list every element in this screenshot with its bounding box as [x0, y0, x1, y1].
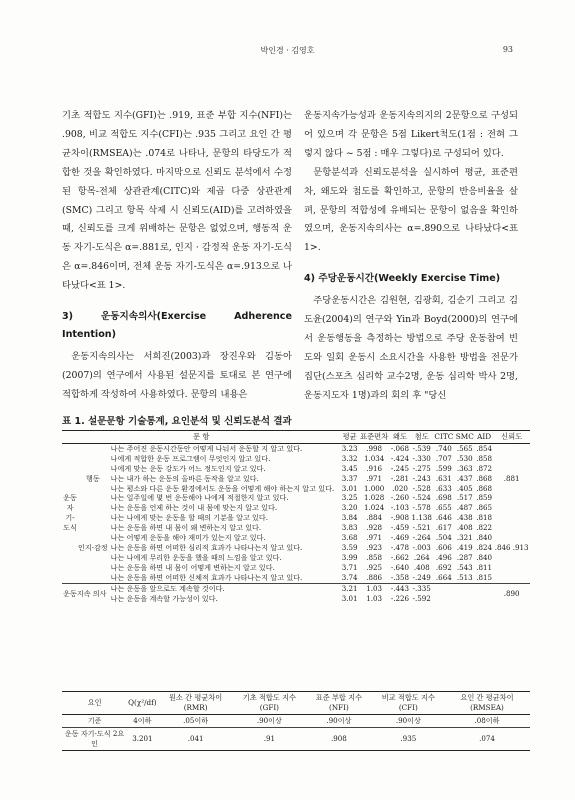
cell-citc — [433, 594, 454, 604]
cell-mean: 3.21 — [341, 583, 358, 593]
reliability-behavioral: .881 — [503, 473, 520, 483]
cell-skew: -.908 — [390, 513, 410, 523]
item-text: 나는 주어진 운동시간동안 어떻게 나눠서 운동할 지 알고 있다. — [110, 443, 303, 453]
cell-sd: 1.024 — [364, 503, 385, 513]
item-text: 나는 나에게 무리한 운동을 했을 때의 느낌을 알고 있다. — [110, 552, 282, 562]
cell-sd: 1.028 — [364, 493, 385, 503]
cell-mean: 3.99 — [341, 552, 358, 562]
cell-smc: .363 — [456, 463, 473, 473]
cell-aid: .815 — [476, 572, 493, 582]
running-header-authors: 박인경 · 김영호 — [260, 46, 315, 55]
cell-smc: .287 — [456, 552, 473, 562]
col-header-factor: 요인 — [87, 698, 102, 707]
cell-sd: 1.03 — [366, 593, 383, 603]
paragraph: 운동지속가능성과 운동지속의지의 2문항으로 구성되어 있으며 각 문항은 5점 Likert척도(1점 : 전혀 그렇지 않다 ~ 5점 : 매우 그렇다)로 구성되어 있다. — [304, 110, 518, 159]
cell-kurt: -.539 — [412, 443, 431, 453]
cell-kurt: .408 — [413, 562, 430, 572]
cell-kurt: -.243 — [412, 473, 431, 483]
cell-aid: .818 — [476, 513, 493, 523]
col-header-mean: 평균 — [342, 432, 357, 441]
item-text: 나는 운동을 하면 내 몸이 어떻게 변하는지 알고 있다. — [110, 562, 275, 572]
cell-mean: 3.71 — [341, 562, 358, 572]
table-cell: .08이하 — [474, 716, 500, 725]
cell-kurt: 1.138 — [411, 513, 432, 523]
item-text: 나는 운동을 하면 어떠한 신체적 효과가 나타나는지 알고 있다. — [110, 572, 303, 582]
item-text: 나는 운동을 앞으로도 계속할 것이다. — [108, 583, 341, 593]
cell-citc: .599 — [435, 463, 452, 473]
cell-citc: .631 — [435, 473, 452, 483]
cell-sd: .971 — [366, 473, 383, 483]
cell-smc: .419 — [456, 542, 473, 552]
cell-smc — [455, 583, 476, 593]
cell-mean: 3.59 — [341, 542, 358, 552]
cell-skew: -.281 — [390, 473, 410, 483]
item-text: 나는 일주일에 몇 번 운동해야 나에게 적절한지 알고 있다. — [110, 493, 289, 503]
cell-citc: .692 — [435, 562, 452, 572]
cell-citc: .617 — [435, 523, 452, 533]
item-text: 나는 어떻게 운동을 해야 재미가 있는지 알고 있다. — [110, 533, 266, 543]
table-row — [62, 503, 530, 513]
table-row — [62, 594, 530, 604]
paragraph: 주당운동시간은 김원현, 김광회, 김순기 그리고 김도윤(2004)의 연구와 Yin과 Boyd(2000)의 연구에서 운동행동을 측정하는 방법으로 주당 운동참여 빈도와 일회 운동시 소요시간을 사용한 방법을 전문가집단(스포츠 심리학 교수2명, 운동 심리학 박사 2명, 운동지도자 1명)과의 회의 후 "당신 — [304, 295, 518, 401]
cell-sd: .916 — [366, 463, 383, 473]
cell-skew: -.226 — [390, 593, 410, 603]
table-cell: .908 — [331, 733, 347, 743]
table-row — [62, 543, 530, 553]
col-header-reliability: 신뢰도 — [501, 432, 523, 441]
cell-kurt: -.275 — [412, 463, 431, 473]
cell-aid: .859 — [476, 493, 493, 503]
cell-smc: .487 — [456, 503, 473, 513]
col-header-q: Q(χ²/df) — [128, 698, 157, 707]
descriptive-statistics-table — [62, 430, 530, 603]
cell-sd: .998 — [366, 443, 383, 453]
col-header-rmr: 원소 간 평균차이(RMR) — [169, 693, 223, 712]
table-row — [62, 583, 530, 593]
table-row — [62, 573, 530, 583]
cell-skew: -.068 — [390, 443, 410, 453]
cell-skew: -.260 — [390, 493, 410, 503]
table-row — [62, 484, 530, 494]
group-label-cognitive: 인지·감정 — [78, 542, 108, 552]
cell-kurt: -.592 — [412, 593, 431, 603]
item-text: 나는 운동을 언제 하는 것이 내 몸에 맞는지 알고 있다. — [110, 503, 278, 513]
cell-smc: .517 — [456, 493, 473, 503]
table-row — [62, 443, 530, 453]
cell-kurt: -.330 — [412, 453, 431, 463]
col-header-item: 문 항 — [193, 432, 210, 441]
table-row — [62, 715, 530, 728]
section-heading: 4) 주당운동시간(Weekly Exercise Time) — [304, 273, 501, 285]
cell-aid — [475, 583, 493, 593]
cell-mean: 3.68 — [341, 533, 358, 543]
cell-smc: .513 — [456, 572, 473, 582]
cell-aid: .840 — [476, 552, 493, 562]
cell-kurt: -.524 — [412, 493, 431, 503]
table-cell: .935 — [400, 733, 417, 743]
reliability-adherence: .890 — [493, 583, 530, 603]
table-cell: .041 — [187, 733, 204, 743]
table-row — [62, 464, 530, 474]
cell-kurt: -.249 — [412, 572, 431, 582]
table-cell: 3.201 — [132, 733, 153, 743]
cell-mean: 3.25 — [341, 493, 358, 503]
cell-mean: 3.83 — [341, 523, 358, 533]
cell-aid: .872 — [476, 463, 493, 473]
table-cell: .074 — [479, 733, 495, 743]
page-number: 93 — [502, 45, 513, 54]
col-header-aid: AID — [477, 432, 492, 441]
cell-smc: .405 — [456, 483, 473, 493]
cell-skew: -.662 — [390, 552, 410, 562]
table-cell: .90이상 — [395, 716, 421, 725]
cell-skew: -.443 — [390, 583, 410, 593]
cell-sd: .923 — [366, 542, 383, 552]
item-text: 나는 평소와 다른 운동 환경에서도 운동을 어떻게 해야 하는지 알고 있다. — [110, 483, 335, 493]
cell-aid — [475, 594, 493, 604]
item-text: 나는 운동을 계속할 가능성이 있다. — [110, 593, 218, 603]
item-text: 나는 나에게 맞는 운동을 할 때의 기분을 알고 있다. — [110, 513, 269, 523]
group-label-behavioral: 행동 — [85, 473, 100, 483]
table-row — [62, 533, 530, 543]
table-row — [62, 563, 530, 573]
cell-skew: .020 — [392, 483, 408, 493]
table-cell: 기준 — [87, 716, 102, 725]
cell-aid: .868 — [476, 483, 493, 493]
table-cell: .05이하 — [183, 716, 209, 725]
cell-skew: -.478 — [390, 542, 410, 552]
cell-mean: 3.01 — [341, 483, 358, 493]
cell-kurt: -.578 — [412, 503, 431, 513]
cell-sd: .925 — [366, 562, 383, 572]
reliability-cognitive-total — [493, 513, 530, 583]
cell-mean: 3.23 — [341, 443, 358, 453]
cell-smc: .321 — [456, 533, 473, 543]
cell-kurt: -.521 — [412, 523, 431, 533]
right-column — [304, 107, 518, 406]
cell-mean: 3.45 — [341, 463, 358, 473]
cell-skew: -.459 — [390, 523, 410, 533]
reliability-cognitive: .846 — [494, 542, 511, 552]
item-text: 나는 내가 하는 운동의 올바른 동작을 알고 있다. — [110, 473, 259, 483]
cell-citc: .740 — [435, 443, 452, 453]
paragraph: 문항분석과 신뢰도분석을 실시하여 평균, 표준편차, 왜도와 첨도를 확인하고, 문항의 반응비율을 살펴, 문항의 적합성에 유배되는 문항이 없음을 확인하였으며, 운동지속의사는 α=.890으로 나타났다<표 1>. — [304, 166, 518, 254]
table-row — [62, 523, 530, 533]
cell-aid: .822 — [476, 523, 493, 533]
col-header-nfi: 표준 부합 지수 (NFI) — [315, 693, 363, 712]
cell-skew: -.640 — [390, 562, 410, 572]
table-row — [62, 727, 530, 750]
table-row — [62, 493, 530, 503]
cell-smc: .438 — [456, 513, 473, 523]
cell-aid: .854 — [476, 443, 493, 453]
cell-sd: 1.000 — [364, 483, 385, 493]
col-header-sd: 표준편차 — [360, 432, 389, 441]
cell-smc: .437 — [456, 473, 473, 483]
col-header-gfi: 기초 적합도 지수(GFI) — [242, 693, 296, 712]
cell-mean: 3.32 — [341, 453, 358, 463]
cell-mean: 3.74 — [341, 572, 358, 582]
col-header-cfi: 비교 적합도 지수(CFI) — [381, 693, 435, 712]
cell-aid: .811 — [476, 562, 493, 572]
cell-citc — [433, 583, 454, 593]
group-label-adherence: 운동지속 의사 — [62, 583, 108, 603]
cell-citc: .606 — [435, 542, 452, 552]
cell-kurt: -.335 — [410, 583, 433, 593]
cell-skew: -.358 — [390, 572, 410, 582]
cell-sd: .886 — [366, 572, 383, 582]
cell-citc: .707 — [435, 453, 452, 463]
col-header-kurt: 첨도 — [414, 432, 429, 441]
cell-aid: .824 — [476, 542, 493, 552]
item-text: 나에게 맞는 운동 강도가 어느 정도인지 알고 있다. — [110, 463, 266, 473]
col-header-skew: 왜도 — [392, 432, 408, 441]
cell-skew: -.424 — [390, 453, 410, 463]
table-row — [62, 553, 530, 563]
table-cell: 4이하 — [133, 716, 152, 725]
cell-citc: .664 — [435, 572, 452, 582]
cell-kurt: .264 — [413, 552, 430, 562]
cell-aid: .840 — [476, 533, 493, 543]
cell-aid: .858 — [476, 453, 493, 463]
cell-smc: .543 — [456, 562, 473, 572]
cell-citc: .504 — [435, 533, 452, 543]
cell-skew: -.103 — [390, 503, 410, 513]
cell-mean: 3.20 — [341, 503, 358, 513]
cell-kurt: -.264 — [412, 533, 431, 543]
group-label-schema: 운동 자기-도식 — [63, 493, 77, 533]
paragraph: 기초 적합도 지수(GFI)는 .919, 표준 부합 지수(NFI)는 .908, 비교 적합도 지수(CFI)는 .935 그리고 요인 간 평균차이(RMSEA)는 .074로 나타나, 문항의 타당도가 적합한 것을 확인하였다. 마지막으로 신뢰도 분석에서 수정된 항목-전체 상관관계(CITC)와 제곱 다중 상관관계(SMC) 그리고 항목 삭제 시 신뢰도(AID)를 고려하였을 때, 신뢰도를 크게 위배하는 문항은 없었으며, 행동적 운동 자기-도식은 α=.881로, 인지 · 감정적 운동 자기-도식은 α=.846이며, 전체 운동 자기-도식은 α=.913으로 나타났다<표 1>. — [62, 110, 292, 292]
cell-citc: .646 — [435, 513, 452, 523]
item-text: 나는 운동을 하면 내 몸이 왜 변하는지 알고 있다. — [110, 523, 262, 533]
cell-sd: .858 — [366, 552, 383, 562]
table-row — [62, 513, 530, 523]
table-cell: .90이상 — [326, 716, 352, 725]
cell-citc: .496 — [435, 552, 452, 562]
table-row — [62, 454, 530, 464]
cell-mean: 3.84 — [341, 513, 358, 523]
item-text: 나에게 적합한 운동 프로그램이 무엇인지 알고 있다. — [110, 453, 271, 463]
table-row — [62, 474, 530, 484]
cell-citc: .698 — [435, 493, 452, 503]
cell-sd: .884 — [366, 513, 383, 523]
model-fit-table — [62, 691, 530, 751]
cell-sd: .928 — [366, 523, 383, 533]
col-header-rmsea: 요인 간 평균차이(RMSEA) — [460, 693, 514, 712]
cell-aid: .868 — [476, 473, 493, 483]
cell-skew: -.245 — [390, 463, 410, 473]
col-header-smc: SMC — [455, 432, 474, 441]
item-text: 나는 운동을 하면 어떠한 심리적 효과가 나타나는지 알고 있다. — [110, 542, 303, 552]
table-cell: .90이상 — [256, 716, 282, 725]
cell-sd: 1.03 — [359, 583, 390, 593]
cell-smc: .408 — [456, 523, 473, 533]
paragraph: 운동지속의사는 서희진(2003)과 장진우와 김동아(2007)의 연구에서 사용된 설문지를 토대로 본 연구에 적합하게 작성하여 사용하였다. 문항의 내용은 — [62, 351, 292, 400]
cell-mean: 3.01 — [341, 593, 358, 603]
cell-smc: .530 — [456, 453, 473, 463]
col-header-citc: CITC — [434, 432, 454, 441]
cell-mean: 3.37 — [341, 473, 358, 483]
cell-smc: .565 — [456, 443, 473, 453]
cell-kurt: -.003 — [412, 542, 431, 552]
cell-sd: 1.034 — [364, 453, 385, 463]
section-heading: 3) 운동지속의사(Exercise Adherence Intention) — [62, 311, 292, 341]
table-cell: 운동 자기-도식 2요인 — [64, 728, 125, 748]
cell-sd: .971 — [366, 533, 383, 543]
cell-citc: .633 — [435, 483, 452, 493]
cell-smc — [455, 594, 476, 604]
left-column — [62, 107, 292, 405]
cell-skew: -.469 — [390, 533, 410, 543]
cell-citc: .655 — [435, 503, 452, 513]
table-cell: .91 — [263, 733, 276, 743]
table-caption: 표 1. 설문문항 기술통계, 요인분석 및 신뢰도분석 결과 — [62, 416, 292, 427]
cell-kurt: -.528 — [412, 483, 431, 493]
reliability-total: .913 — [512, 542, 529, 552]
cell-aid: .865 — [476, 503, 493, 513]
